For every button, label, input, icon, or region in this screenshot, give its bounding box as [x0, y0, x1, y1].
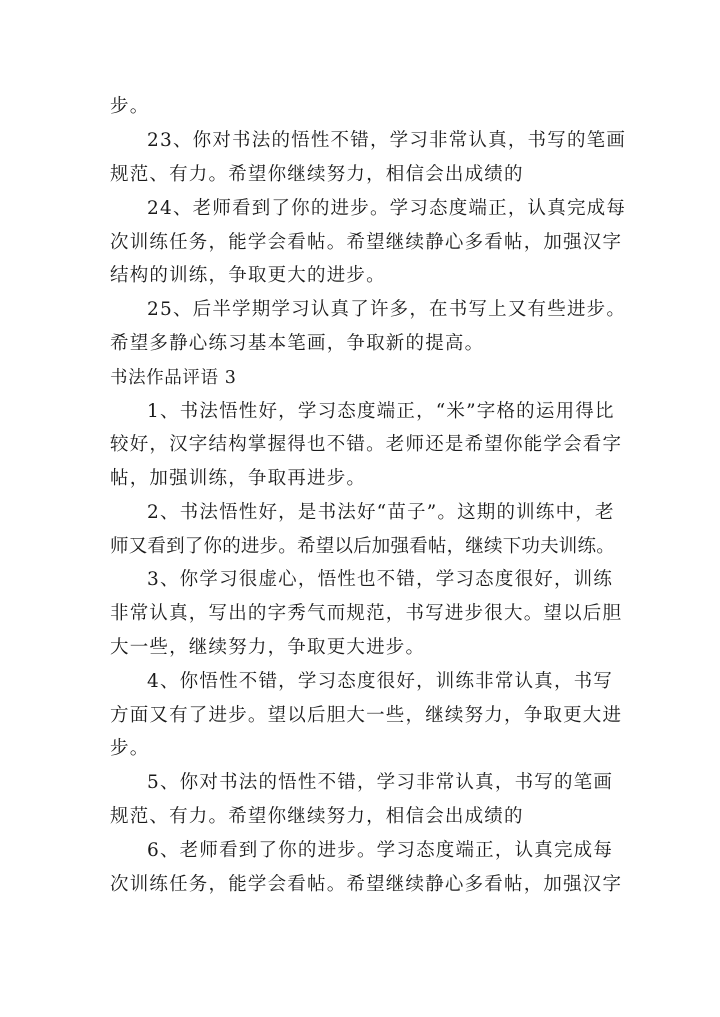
text-line: 6、老师看到了你的进步。学习态度端正，认真完成每: [147, 840, 614, 861]
text-line: 次训练任务，能学会看帖。希望继续静心多看帖，加强汉字: [110, 232, 623, 253]
text-line: 方面又有了进步。望以后胆大一些，继续努力，争取更大进: [110, 705, 623, 726]
text-line: 规范、有力。希望你继续努力，相信会出成绩的: [110, 164, 524, 185]
text-line: 师又看到了你的进步。希望以后加强看帖，继续下功夫训练。: [110, 536, 615, 557]
text-line: 4、你悟性不错，学习态度很好，训练非常认真，书写: [147, 671, 614, 692]
text-line: 25、后半学期学习认真了许多，在书写上又有些进步。: [147, 299, 627, 320]
text-line: 23、你对书法的悟性不错，学习非常认真，书写的笔画: [147, 130, 627, 151]
text-line: 24、老师看到了你的进步。学习态度端正，认真完成每: [147, 198, 627, 219]
text-line: 较好，汉字结构掌握得也不错。老师还是希望你能学会看字: [110, 434, 623, 455]
text-line: 帖，加强训练，争取再进步。: [110, 468, 367, 489]
text-line: 规范、有力。希望你继续努力，相信会出成绩的: [110, 806, 524, 827]
text-line: 结构的训练，争取更大的进步。: [110, 265, 386, 286]
text-line: 5、你对书法的悟性不错，学习非常认真，书写的笔画: [147, 772, 614, 793]
text-line: 1、书法悟性好，学习态度端正，“米”字格的运用得比: [147, 401, 615, 422]
text-line: 非常认真，写出的字秀气而规范，书写进步很大。望以后胆: [110, 603, 623, 624]
text-line: 大一些，继续努力，争取更大进步。: [110, 637, 426, 658]
section-heading: 书法作品评语 3: [110, 368, 237, 388]
text-line: 步。: [110, 738, 150, 759]
text-line: 次训练任务，能学会看帖。希望继续静心多看帖，加强汉字: [110, 874, 623, 895]
text-line: 3、你学习很虚心，悟性也不错，学习态度很好，训练: [147, 569, 614, 590]
text-line: 步。: [110, 96, 150, 117]
text-line: 希望多静心练习基本笔画，争取新的提高。: [110, 333, 485, 354]
text-line: 2、书法悟性好，是书法好“苗子”。这期的训练中，老: [147, 502, 615, 523]
